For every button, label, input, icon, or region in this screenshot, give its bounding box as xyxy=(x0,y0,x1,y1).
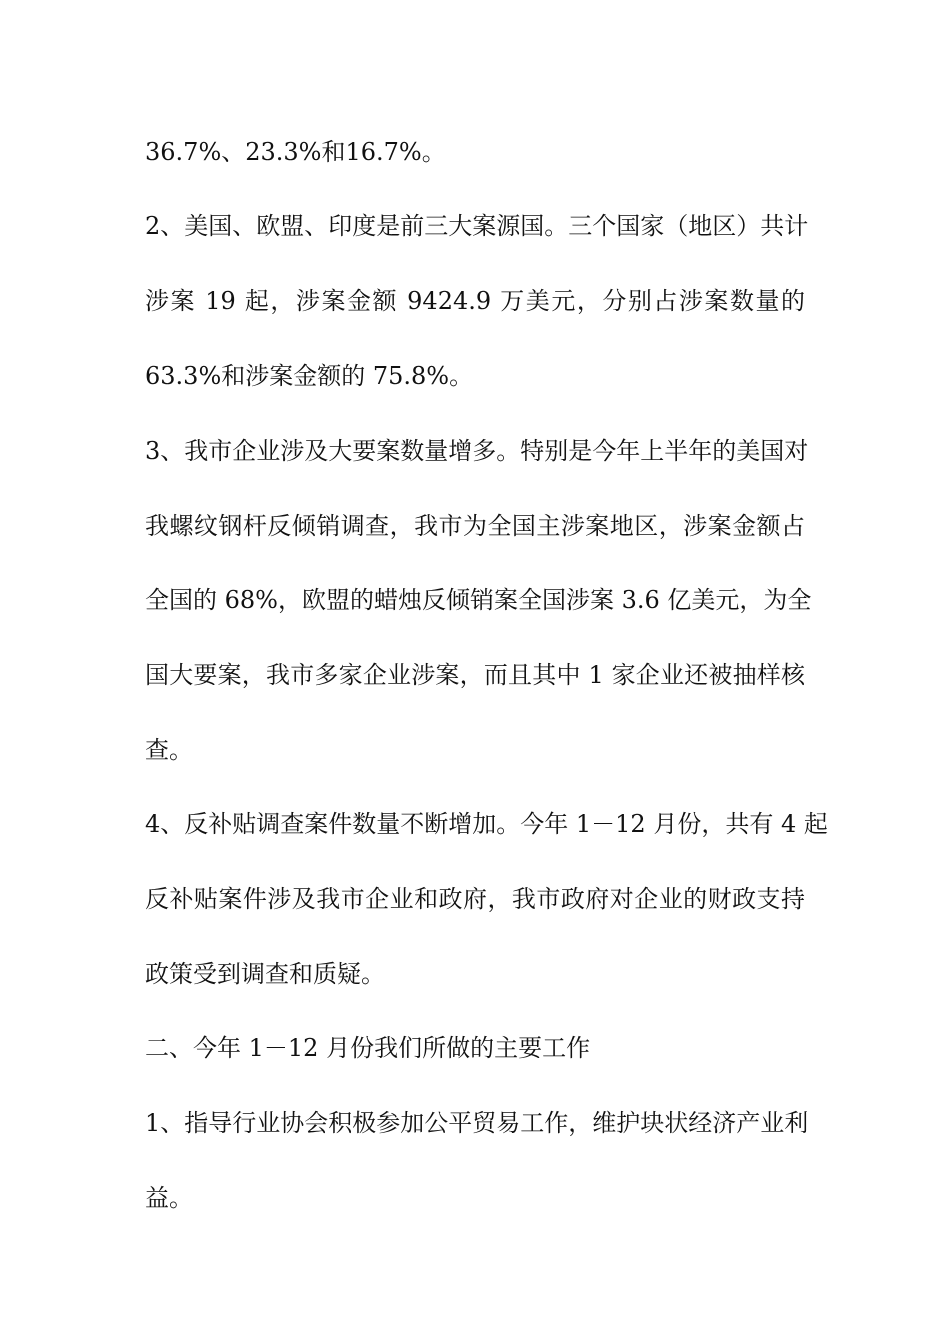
text-line-11: 反补贴案件涉及我市企业和政府，我市政府对企业的财政支持 xyxy=(145,885,805,913)
text-line-12: 政策受到调查和质疑。 xyxy=(145,960,385,988)
text-line-1: 36.7%、23.3%和16.7%。 xyxy=(145,138,446,166)
text-line-2: 2、美国、欧盟、印度是前三大案源国。三个国家（地区）共计 xyxy=(145,212,809,240)
text-line-14: 1、指导行业协会积极参加公平贸易工作，维护块状经济产业利 xyxy=(145,1109,809,1137)
text-line-3: 涉案 19 起，涉案金额 9424.9 万美元，分别占涉案数量的 xyxy=(145,287,805,315)
text-line-6: 我螺纹钢杆反倾销调查，我市为全国主涉案地区，涉案金额占 xyxy=(145,512,805,540)
text-line-9: 查。 xyxy=(145,736,193,764)
text-line-4: 63.3%和涉案金额的 75.8%。 xyxy=(145,362,474,390)
text-line-5: 3、我市企业涉及大要案数量增多。特别是今年上半年的美国对 xyxy=(145,437,809,465)
text-line-8: 国大要案，我市多家企业涉案，而且其中 1 家企业还被抽样核 xyxy=(145,661,805,689)
section-heading: 二、今年 1－12 月份我们所做的主要工作 xyxy=(145,1034,591,1062)
text-line-15: 益。 xyxy=(145,1184,193,1212)
text-line-10: 4、反补贴调查案件数量不断增加。今年 1－12 月份，共有 4 起 xyxy=(145,810,828,838)
text-line-7: 全国的 68%，欧盟的蜡烛反倾销案全国涉案 3.6 亿美元，为全 xyxy=(145,586,812,614)
